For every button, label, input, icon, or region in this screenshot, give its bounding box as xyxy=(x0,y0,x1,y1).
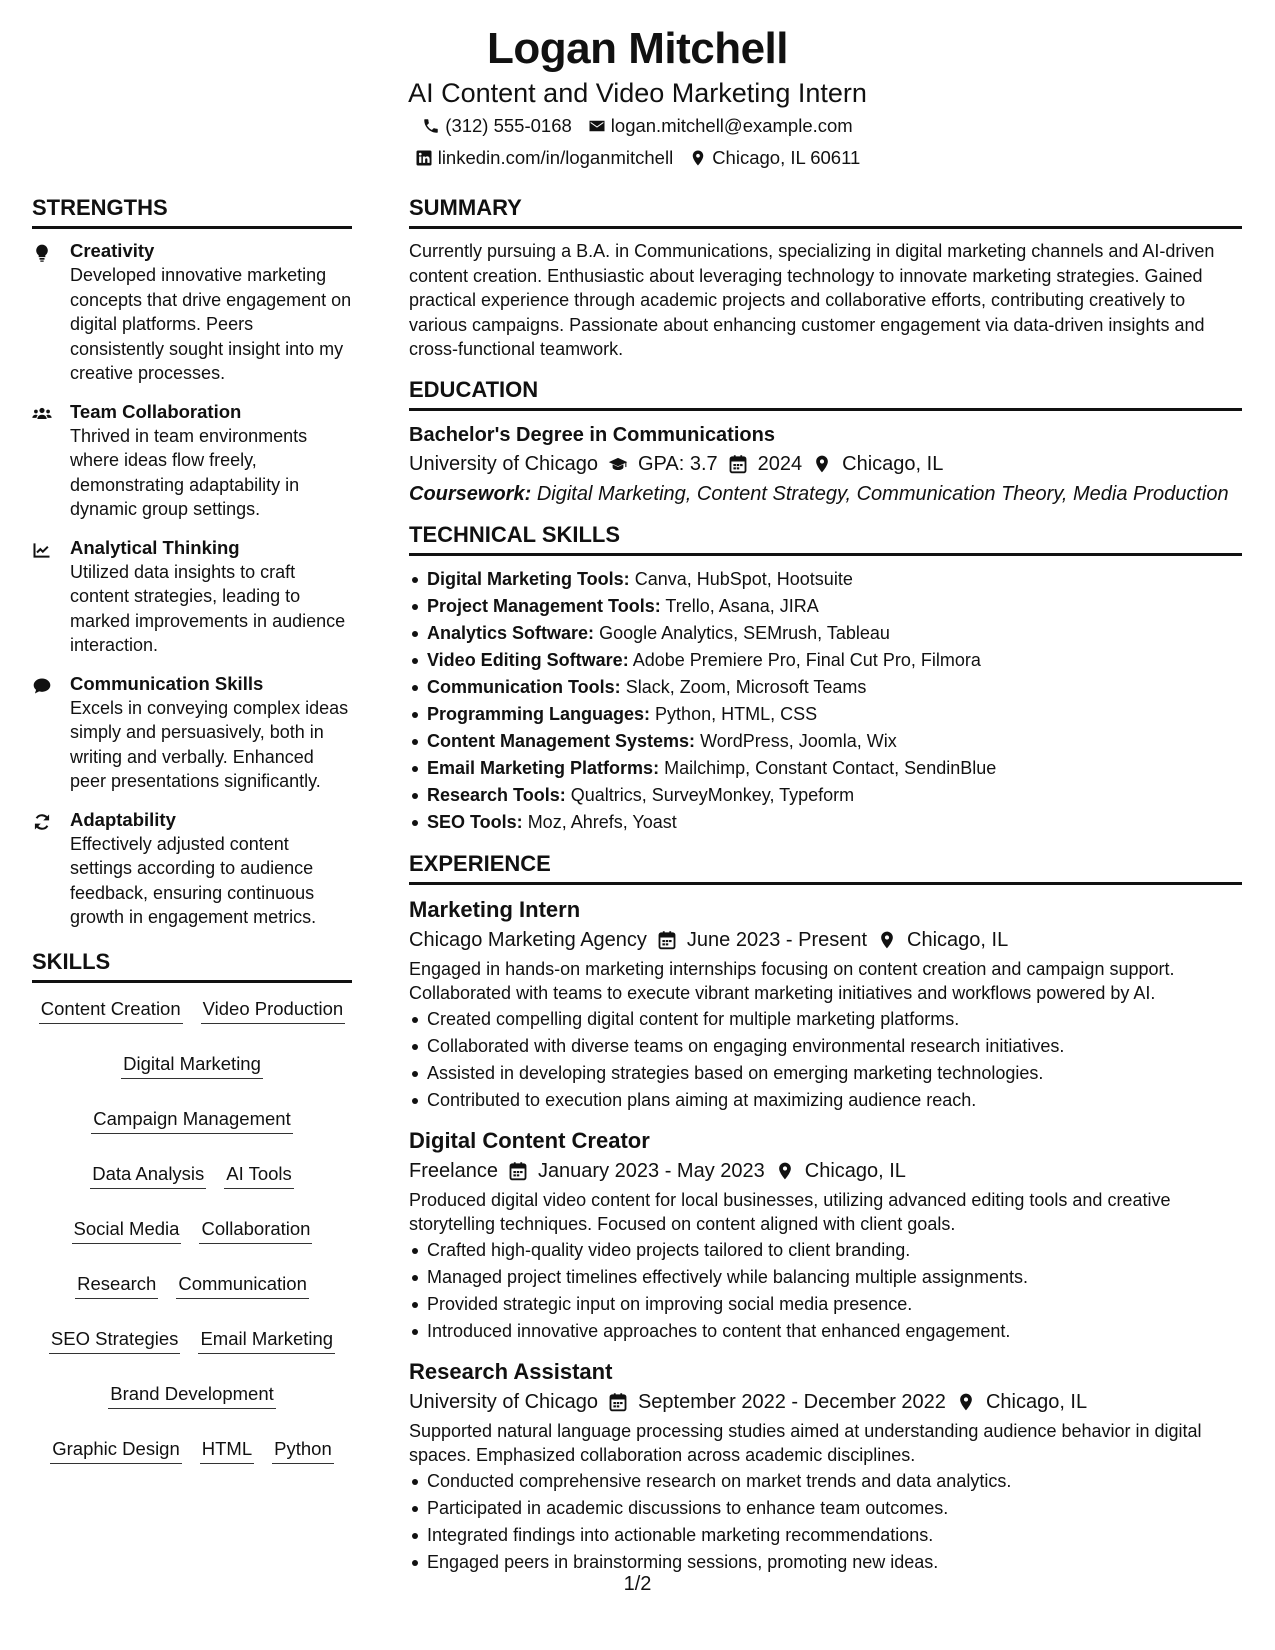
skill-tag: Data Analysis xyxy=(90,1162,206,1189)
list-item: Engaged peers in brainstorming sessions, promoting new ideas. xyxy=(409,1549,1242,1576)
skill-tag: Content Creation xyxy=(39,997,183,1024)
job-meta xyxy=(409,925,1242,955)
graduation-year: 2024 xyxy=(757,452,803,475)
list-item: SEO Tools: Moz, Ahrefs, Yoast xyxy=(409,809,1242,836)
coursework-label: Coursework: xyxy=(409,482,532,505)
strength-desc: Excels in conveying complex ideas simply and persuasively, both in writing and verbally. Enhanced peer presentations significantly. xyxy=(70,697,349,791)
job-description: Produced digital video content for local businesses, utilizing advanced editing tools and creative storytelling techniques. Focused on content aligned with client goals. xyxy=(409,1189,1171,1234)
technical-skills-list xyxy=(409,566,1242,836)
job-bullets xyxy=(409,1006,1242,1114)
list-item: Email Marketing Platforms: Mailchimp, Constant Contact, SendinBlue xyxy=(409,755,1242,782)
job-meta xyxy=(409,1387,1242,1417)
education-location: Chicago, IL xyxy=(842,452,944,475)
candidate-title: AI Content and Video Marketing Intern xyxy=(408,78,867,108)
chart-line-icon xyxy=(32,540,52,560)
map-marker-icon xyxy=(877,930,897,950)
job-bullets xyxy=(409,1468,1242,1576)
job-title: Digital Content Creator xyxy=(409,1127,650,1153)
skill-tag: Research xyxy=(75,1272,158,1299)
list-item: Programming Languages: Python, HTML, CSS xyxy=(409,701,1242,728)
gpa-text: GPA: 3.7 xyxy=(637,452,718,475)
map-marker-icon xyxy=(689,149,707,167)
list-item: Crafted high-quality video projects tailored to client branding. xyxy=(409,1237,1242,1264)
skill-tag: Python xyxy=(272,1437,334,1464)
linkedin-contact xyxy=(415,142,673,174)
summary-text: Currently pursuing a B.A. in Communications, specializing in digital marketing channels and AI-driven content creation. Enthusiastic about leveraging technology to innovate marketing strategies. Gained practical experience through academic projects and collaborative efforts, contributing creatively to various campaigns. Passionate about enhancing customer engagement via data-driven insights and cross-functional teamwork. xyxy=(409,241,1215,359)
skill-tag: HTML xyxy=(200,1437,254,1464)
map-marker-icon xyxy=(775,1161,795,1181)
envelope-icon xyxy=(588,117,606,135)
email-contact xyxy=(588,110,853,142)
calendar-icon xyxy=(728,454,748,474)
strength-name: Analytical Thinking xyxy=(70,536,240,558)
list-item: Integrated findings into actionable marketing recommendations. xyxy=(409,1522,1242,1549)
job-dates: September 2022 - December 2022 xyxy=(637,1390,946,1413)
phone-text[interactable]: (312) 555-0168 xyxy=(445,115,572,136)
strength-name: Adaptability xyxy=(70,808,176,830)
job-location: Chicago, IL xyxy=(985,1390,1088,1413)
strength-desc: Effectively adjusted content settings according to audience feedback, ensuring continuous growth in engagement metrics. xyxy=(70,833,317,927)
strength-name: Team Collaboration xyxy=(70,400,242,422)
graduation-cap-icon xyxy=(608,454,628,474)
coursework xyxy=(409,479,1242,509)
experience-heading: EXPERIENCE xyxy=(409,850,1242,885)
page-number: 1/2 xyxy=(623,1573,652,1595)
lightbulb-icon xyxy=(32,243,52,263)
job-location: Chicago, IL xyxy=(804,1159,906,1182)
skills-section xyxy=(32,948,352,1464)
skill-tag: Social Media xyxy=(72,1217,182,1244)
job-dates: January 2023 - May 2023 xyxy=(537,1159,765,1182)
skills-heading: SKILLS xyxy=(32,948,352,983)
company-name: University of Chicago xyxy=(409,1390,598,1413)
skill-tag: Email Marketing xyxy=(198,1327,335,1354)
summary-heading: SUMMARY xyxy=(409,194,1242,229)
list-item: Collaborated with diverse teams on engaging environmental research initiatives. xyxy=(409,1033,1242,1060)
list-item: Assisted in developing strategies based on emerging marketing technologies. xyxy=(409,1060,1242,1087)
skill-tag: Communication xyxy=(176,1272,309,1299)
strength-desc: Thrived in team environments where ideas flow freely, demonstrating adaptability in dynamic group settings. xyxy=(70,425,308,519)
location-text: Chicago, IL 60611 xyxy=(712,147,861,168)
list-item: Introduced innovative approaches to content that enhanced engagement. xyxy=(409,1318,1242,1345)
job-title: Marketing Intern xyxy=(409,896,581,922)
contact-row-1 xyxy=(0,110,1275,142)
company-name: Chicago Marketing Agency xyxy=(409,928,647,951)
candidate-name: Logan Mitchell xyxy=(487,24,788,73)
strength-item xyxy=(32,672,352,794)
strength-item xyxy=(32,536,352,658)
job-description: Engaged in hands-on marketing internships focusing on content creation and campaign support. Collaborated with teams to execute vibrant marketing initiatives and workflows powered by AI. xyxy=(409,958,1175,1003)
location-contact xyxy=(689,142,860,174)
skill-tag: Campaign Management xyxy=(91,1107,292,1134)
sync-icon xyxy=(32,812,52,832)
map-marker-icon xyxy=(956,1392,976,1412)
company-name: Freelance xyxy=(409,1159,498,1182)
list-item: Communication Tools: Slack, Zoom, Microsoft Teams xyxy=(409,674,1242,701)
job-location: Chicago, IL xyxy=(907,928,1009,951)
skill-tag: Video Production xyxy=(201,997,346,1024)
job-title: Research Assistant xyxy=(409,1358,613,1384)
calendar-icon xyxy=(657,930,677,950)
skill-tag: Brand Development xyxy=(108,1382,276,1409)
technical-skills-heading: TECHNICAL SKILLS xyxy=(409,521,1242,556)
resume-header xyxy=(0,22,1275,174)
job-entry xyxy=(409,1357,1242,1576)
skill-tag: Graphic Design xyxy=(50,1437,182,1464)
map-marker-icon xyxy=(812,454,832,474)
strength-name: Creativity xyxy=(70,240,155,261)
skill-tag: Collaboration xyxy=(199,1217,312,1244)
degree-name: Bachelor's Degree in Communications xyxy=(409,423,775,446)
contact-row-2 xyxy=(0,142,1275,174)
list-item: Research Tools: Qualtrics, SurveyMonkey, Typeform xyxy=(409,782,1242,809)
job-entry xyxy=(409,1126,1242,1345)
list-item: Digital Marketing Tools: Canva, HubSpot, Hootsuite xyxy=(409,566,1242,593)
strength-item xyxy=(32,808,352,930)
job-meta xyxy=(409,1156,1242,1186)
list-item: Project Management Tools: Trello, Asana, JIRA xyxy=(409,593,1242,620)
list-item: Managed project timelines effectively while balancing multiple assignments. xyxy=(409,1264,1242,1291)
school-name: University of Chicago xyxy=(409,452,598,475)
skills-grid xyxy=(32,993,352,1464)
calendar-icon xyxy=(608,1392,628,1412)
phone-icon xyxy=(422,117,440,135)
education-heading: EDUCATION xyxy=(409,376,1242,411)
calendar-icon xyxy=(508,1161,528,1181)
strengths-heading: STRENGTHS xyxy=(32,194,352,229)
job-dates: June 2023 - Present xyxy=(686,928,868,951)
email-link[interactable]: logan.mitchell@example.com xyxy=(610,115,853,136)
phone-contact xyxy=(422,110,572,142)
skill-tag: Digital Marketing xyxy=(121,1052,263,1079)
job-entry xyxy=(409,895,1242,1114)
strength-desc: Developed innovative marketing concepts that drive engagement on digital platforms. Peers consistently sought insight into my creative processes. xyxy=(70,265,352,383)
comment-icon xyxy=(32,676,52,696)
job-description: Supported natural language processing studies aimed at understanding audience behavior in digital spaces. Emphasized collaboration across academic disciplines. xyxy=(409,1420,1202,1465)
list-item: Provided strategic input on improving social media presence. xyxy=(409,1291,1242,1318)
strength-name: Communication Skills xyxy=(70,672,264,694)
job-bullets xyxy=(409,1237,1242,1345)
list-item: Conducted comprehensive research on market trends and data analytics. xyxy=(409,1468,1242,1495)
right-column xyxy=(409,194,1242,1588)
list-item: Analytics Software: Google Analytics, SEMrush, Tableau xyxy=(409,620,1242,647)
strength-desc: Utilized data insights to craft content strategies, leading to marked improvements in audience interaction. xyxy=(70,561,346,655)
strength-item xyxy=(32,400,352,522)
list-item: Contributed to execution plans aiming at maximizing audience reach. xyxy=(409,1087,1242,1114)
skill-tag: SEO Strategies xyxy=(49,1327,181,1354)
list-item: Content Management Systems: WordPress, Joomla, Wix xyxy=(409,728,1242,755)
strength-item xyxy=(32,239,352,386)
list-item: Created compelling digital content for multiple marketing platforms. xyxy=(409,1006,1242,1033)
linkedin-link[interactable]: linkedin.com/in/loganmitchell xyxy=(437,147,674,168)
list-item: Video Editing Software: Adobe Premiere Pro, Final Cut Pro, Filmora xyxy=(409,647,1242,674)
skill-tag: AI Tools xyxy=(224,1162,293,1189)
linkedin-icon xyxy=(415,149,433,167)
list-item: Participated in academic discussions to enhance team outcomes. xyxy=(409,1495,1242,1522)
users-icon xyxy=(32,404,52,424)
coursework-list: Digital Marketing, Content Strategy, Communication Theory, Media Production xyxy=(536,482,1229,505)
education-meta xyxy=(409,449,1242,479)
left-column xyxy=(32,194,352,1464)
